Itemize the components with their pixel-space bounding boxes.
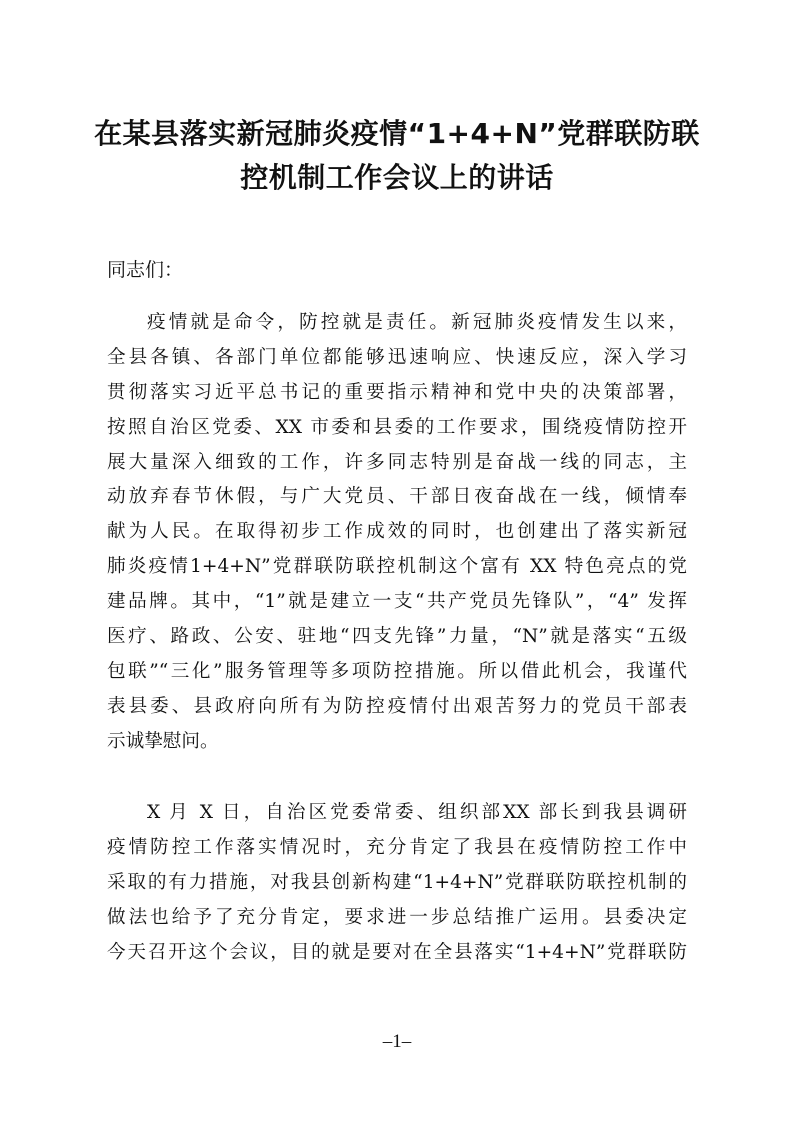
paragraph-line: 建品牌。其中，“1”就是建立一支“共产党员先锋队”，“4” 发挥 xyxy=(107,591,687,613)
paragraph-line: 肺炎疫情1+4+N”党群联防联控机制这个富有 XX 特色亮点的党 xyxy=(107,556,687,578)
paragraph-line: 疫情就是命令，防控就是责任。新冠肺炎疫情发生以来， xyxy=(147,312,687,333)
paragraph-line: 采取的有力措施，对我县创新构建“1+4+N”党群联防联控机制的 xyxy=(107,871,687,893)
paragraph-line: 动放弃春节休假，与广大党员、干部日夜奋战在一线，倾情奉 xyxy=(107,486,687,508)
paragraph-line: 包联”“三化”服务管理等多项防控措施。所以借此机会，我谨代 xyxy=(107,660,687,682)
paragraph-line: 展大量深入细致的工作，许多同志特别是奋战一线的同志，主 xyxy=(107,451,687,473)
paragraph-line: 今天召开这个会议，目的就是要对在全县落实“1+4+N”党群联防 xyxy=(107,941,687,963)
paragraph-line: 做法也给予了充分肯定，要求进一步总结推广运用。县委决定 xyxy=(107,906,687,928)
speech-title xyxy=(90,112,704,200)
paragraph-line: 全县各镇、各部门单位都能够迅速响应、快速反应，深入学习 xyxy=(107,346,687,368)
salutation: 同志们： xyxy=(107,259,184,281)
paragraph-2 xyxy=(107,796,687,970)
paragraph-1 xyxy=(107,306,687,760)
title-line-1: 在某县落实新冠肺炎疫情“1+4+N”党群联防联 xyxy=(94,117,700,150)
paragraph-line: 贯彻落实习近平总书记的重要指示精神和党中央的决策部署， xyxy=(107,381,687,403)
paragraph-line: 医疗、路政、公安、驻地“四支先锋”力量，“N”就是落实“五级 xyxy=(107,626,687,648)
paragraph-line: 按照自治区党委、XX 市委和县委的工作要求，围绕疫情防控开 xyxy=(107,416,687,438)
paragraph-line: 献为人民。在取得初步工作成效的同时，也创建出了落实新冠 xyxy=(107,521,687,543)
paragraph-line: 疫情防控工作落实情况时，充分肯定了我县在疫情防控工作中 xyxy=(107,836,687,858)
paragraph-line: 表县委、县政府向所有为防控疫情付出艰苦努力的党员干部表 xyxy=(107,695,687,717)
paragraph-line: 示诚挚慰问。 xyxy=(107,730,219,752)
paragraph-line: X 月 X 日，自治区党委常委、组织部XX 部长到我县调研 xyxy=(147,802,687,823)
title-line-2: 控机制工作会议上的讲话 xyxy=(240,161,554,194)
page-number: –1– xyxy=(382,1031,412,1052)
